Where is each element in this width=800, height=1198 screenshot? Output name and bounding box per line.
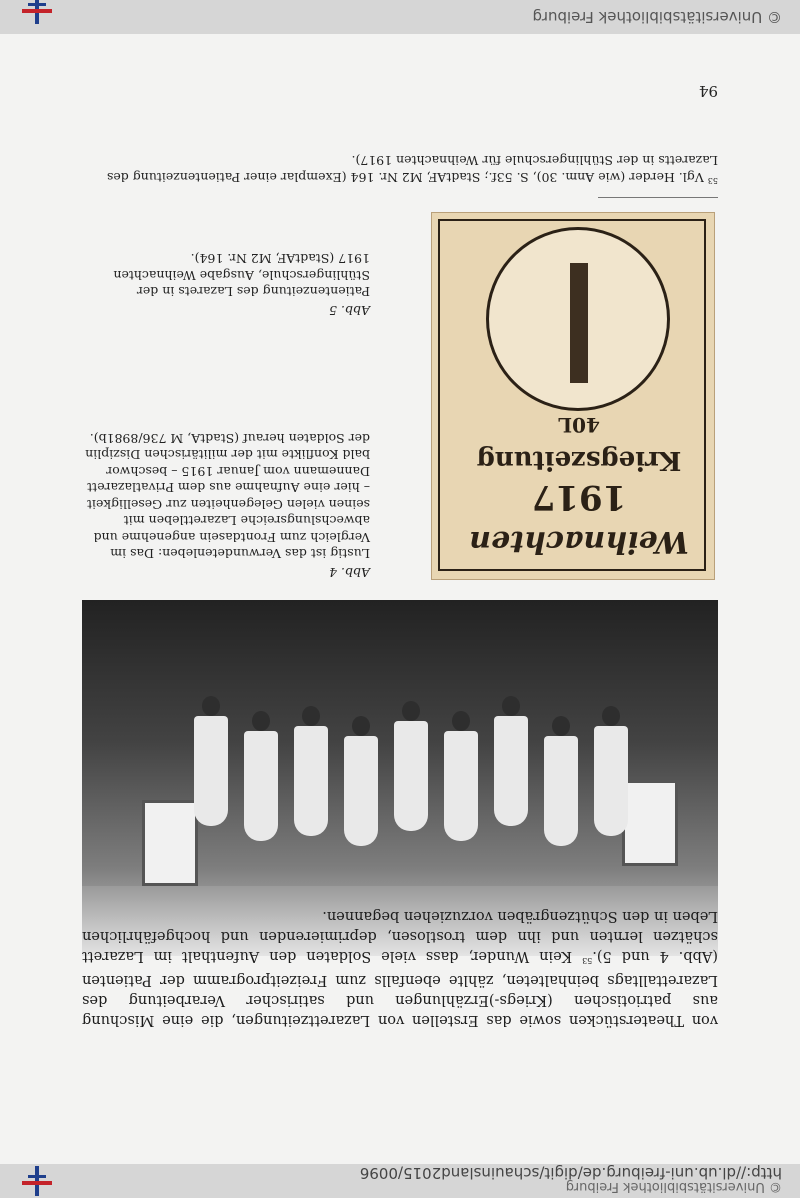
figure-5-label: Abb. 5 <box>329 303 370 318</box>
figure-4-photo <box>82 600 718 956</box>
library-credit: © Universitätsbibliothek Freiburg <box>565 1179 782 1194</box>
poster-title-top: Weihnachten <box>469 524 689 559</box>
footnote-divider <box>598 197 718 198</box>
figure-5-caption-text: Patientenzeitung des Lazarets in der Stühlingerschule, Ausgabe Weihnachten 1917 (StadtAF, M2 Nr. 164). <box>113 251 370 300</box>
page-number: 94 <box>698 82 718 100</box>
poster-volume: 40L <box>558 413 600 437</box>
poster-year: 1917 <box>531 477 627 517</box>
library-logo-icon <box>22 1166 52 1196</box>
poster-tower-illustration <box>570 263 588 383</box>
main-text-ref: 53 <box>582 956 593 965</box>
footnote-53 <box>78 152 718 188</box>
figure-5-caption <box>80 250 370 318</box>
figure-4-caption <box>80 430 370 581</box>
figure-4-label: Abb. 4 <box>329 565 370 580</box>
footnote-number: 53 <box>707 176 718 185</box>
main-text-part1: von Theaterstücken sowie das Erstellen von Lazarettzeitungen, die eine Mischung aus patriotischen (Kriegs-)Erzählungen und satirischer Verarbeitung des Lazarettalltags beinhalteten, zählte ebenfalls zum Freizeitprogramm der Patienten (Abb. 4 und 5). <box>82 948 718 1028</box>
library-footer-bar <box>0 0 800 34</box>
footer-library-credit: © Universitätsbibliothek Freiburg <box>532 8 782 26</box>
source-url[interactable]: http://dl.ub.uni-freiburg.de/digit/schauinsland2015/0096 <box>359 1164 782 1182</box>
poster-title-mid: Kriegszeitung <box>476 445 682 475</box>
footnote-text: Vgl. Herder (wie Anm. 30), S. 53f.; StadtAF, M2 Nr. 164 (Exemplar einer Patientenzeitung des Lazaretts in der Stühlingerschule für Weihnachten 1917). <box>106 153 718 185</box>
figure-4-caption-text: Lustig ist das Verwundetenleben: Das im Vergleich zum Frontdasein angenehme und abwechslungsreiche Lazarettleben mit seinen vielen Gelegenheiten zur Geselligkeit – hier eine Aufnahme aus dem Privatlazarett Dannemann vom Januar 1915 – beschwor bald Konflikte mit der militärischen Disziplin der Soldaten herauf (StadtA, M 736/8981b). <box>85 431 370 562</box>
main-text-part2: Kein Wunder, dass viele Soldaten den Aufenthalt im Lazarett schätzen lernten und ihn dem trostlosen, deprimierenden und hochgefährlichen Leben in den Schützengräben vorzuziehen begannen. <box>82 908 718 965</box>
library-header-bar <box>0 1164 800 1198</box>
figure-5-newspaper-cover <box>431 212 715 580</box>
main-text <box>82 906 718 1030</box>
footer-logo-icon <box>22 0 52 24</box>
